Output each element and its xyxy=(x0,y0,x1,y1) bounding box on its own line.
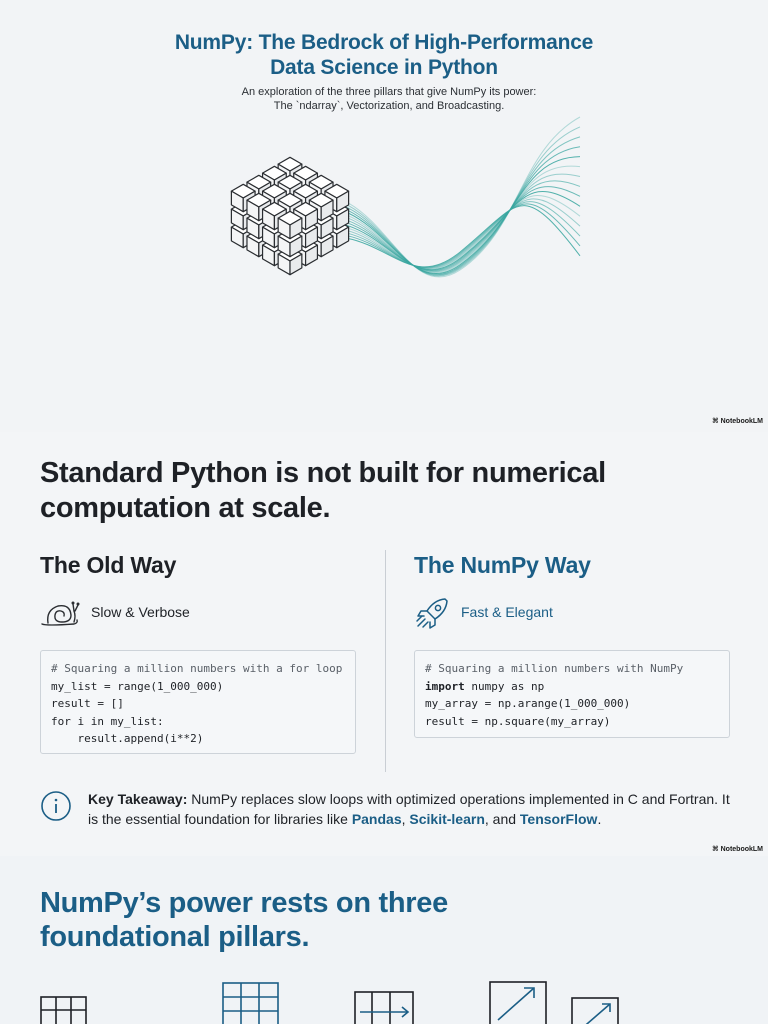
title-slide xyxy=(0,0,768,432)
numpy-way-title: The NumPy Way xyxy=(414,552,591,578)
pandas-link: Pandas xyxy=(351,811,402,827)
section-heading: Standard Python is not built for numerical computation at scale. xyxy=(40,457,606,524)
broadcasting-small-icon xyxy=(570,996,620,1024)
pillars-heading: NumPy’s power rests on three foundational pillars. xyxy=(40,887,448,953)
column-divider xyxy=(385,550,386,772)
old-way-tag: Slow & Verbose xyxy=(91,604,190,620)
snail-icon xyxy=(40,596,80,630)
ndarray-grid-icon xyxy=(40,996,88,1024)
numpy-way-tag: Fast & Elegant xyxy=(461,604,553,620)
vectorization-icon xyxy=(354,990,416,1024)
old-way-code-block: # Squaring a million numbers with a for loop my_list = range(1_000_000) result = [] for i in my_list: result.append(i**2) xyxy=(40,650,356,754)
tensorflow-link: TensorFlow xyxy=(519,811,598,827)
info-icon xyxy=(40,790,72,822)
old-way-title: The Old Way xyxy=(40,552,177,578)
large-grid-icon xyxy=(222,982,280,1024)
scikit-learn-link: Scikit-learn xyxy=(409,811,485,827)
key-takeaway: Key Takeaway: NumPy replaces slow loops with optimized operations implemented in C and Fortran. It is the essential foundation for libraries like Pandas, Scikit-learn, and TensorFlow. xyxy=(88,791,730,827)
notebooklm-brand: ⌘ NotebookLM xyxy=(712,846,763,853)
broadcasting-icon xyxy=(488,980,548,1024)
page-subtitle: An exploration of the three pillars that give NumPy its power: The `ndarray`, Vectorization, and Broadcasting. xyxy=(241,86,537,112)
numpy-way-code-block: # Squaring a million numbers with NumPy import numpy as np my_array = np.arange(1_000_000) result = np.square(my_array) xyxy=(414,650,730,738)
page-title: NumPy: The Bedrock of High-Performance Data Science in Python xyxy=(174,31,594,79)
pillars-slide xyxy=(0,856,768,1024)
ndarray-cube-illustration xyxy=(190,105,590,405)
notebooklm-brand: ⌘ NotebookLM xyxy=(712,418,763,425)
problem-slide xyxy=(0,432,768,856)
rocket-icon xyxy=(414,596,450,634)
